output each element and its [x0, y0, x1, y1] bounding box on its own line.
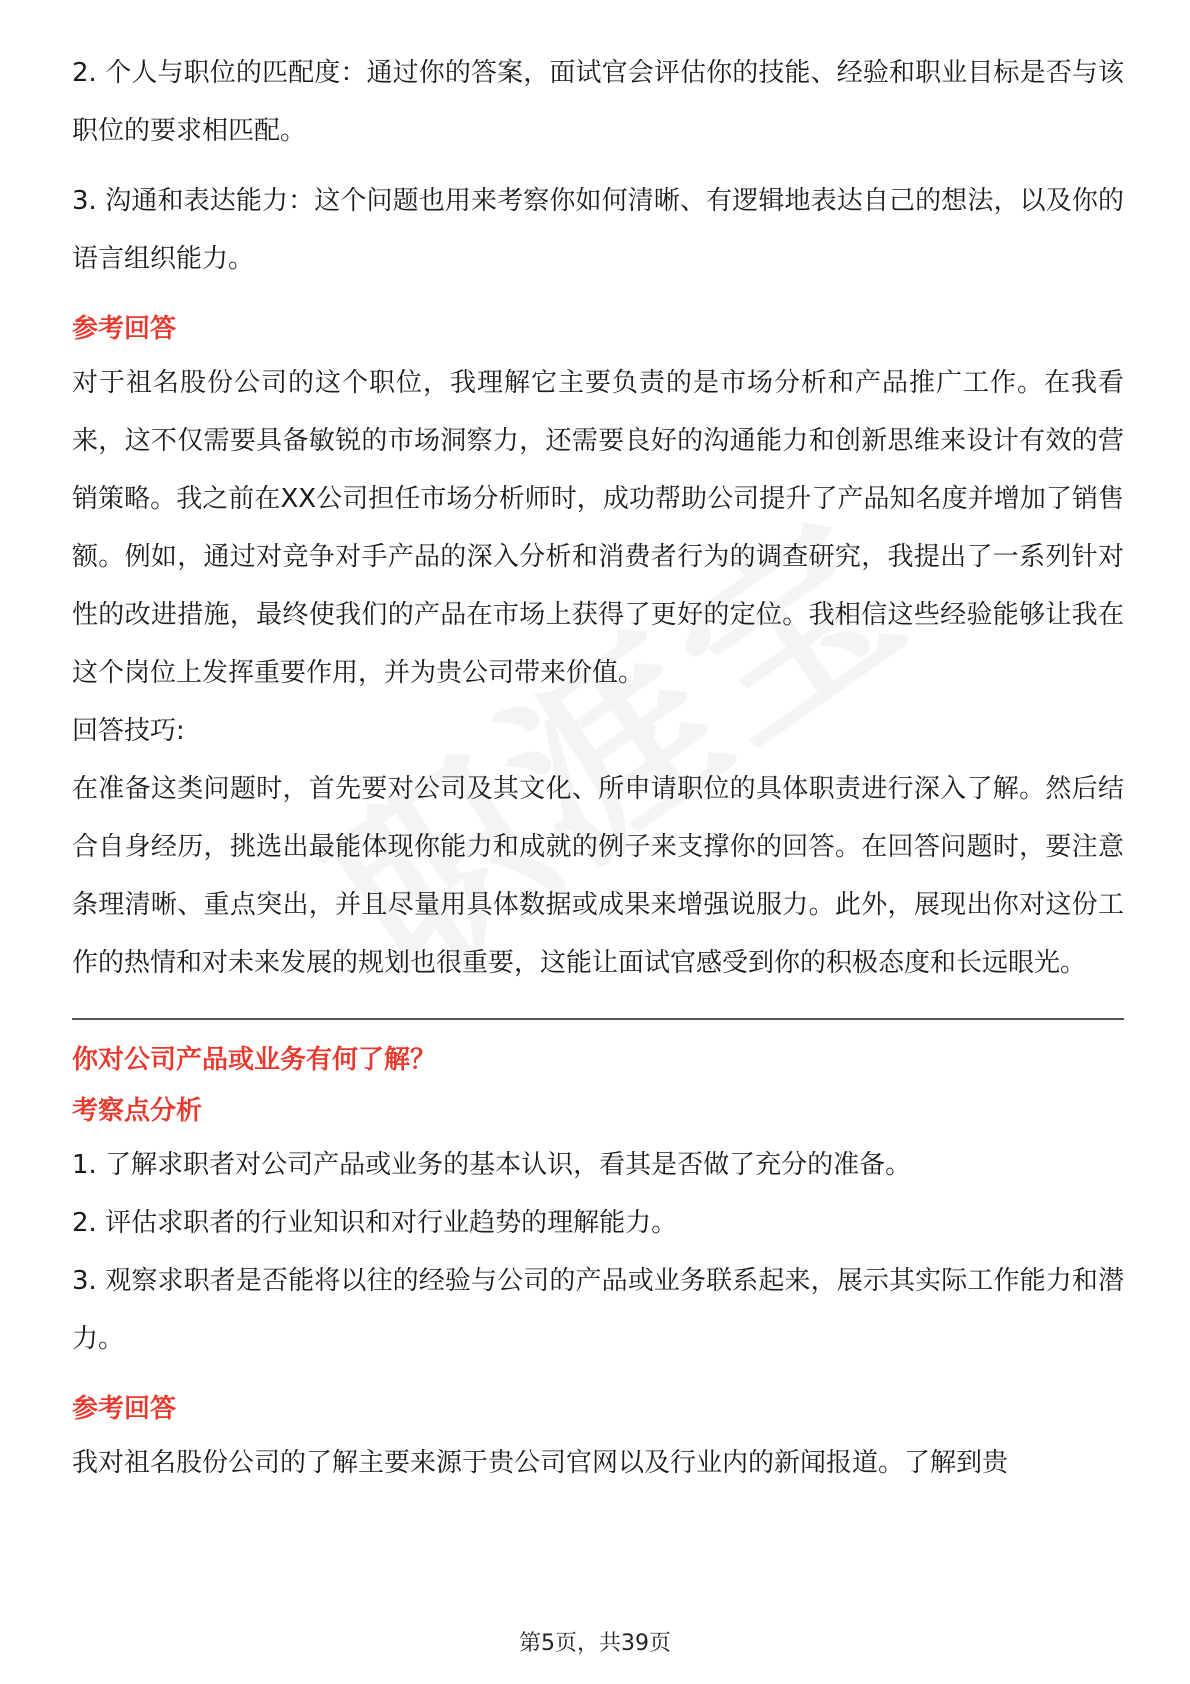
reference-answer-text: 对于祖名股份公司的这个职位，我理解它主要负责的是市场分析和产品推广工作。在我看来，这不仅需要具备敏锐的市场洞察力，还需要良好的沟通能力和创新思维来设计有效的营销策略。我之前在XX公司担任市场分析师时，成功帮助公司提升了产品知名度并增加了销售额。例如，通过对竞争对手产品的深入分析和消费者行为的调查研究，我提出了一系列针对性的改进措施，最终使我们的产品在市场上获得了更好的定位。我相信这些经验能够让我在这个岗位上发挥重要作用，并为贵公司带来价值。	[72, 368, 1124, 688]
reference-answer-heading: 参考回答	[72, 314, 177, 344]
tips-text: 在准备这类问题时，首先要对公司及其文化、所申请职位的具体职责进行深入了解。然后结合自身经历，挑选出最能体现你能力和成就的例子来支撑你的回答。在回答问题时，要注意条理清晰、重点突出，并且尽量用具体数据或成果来增强说服力。此外，展现出你对这份工作的热情和对未来发展的规划也很重要，这能让面试官感受到你的积极态度和长远眼光。	[72, 774, 1124, 978]
tips-label: 回答技巧:	[72, 716, 185, 746]
point-3: 3. 沟通和表达能力：这个问题也用来考察你如何清晰、有逻辑地表达自己的想法，以及你的语言组织能力。	[72, 186, 1124, 274]
document-body	[72, 44, 1124, 1492]
question-title: 你对公司产品或业务有何了解？	[72, 1045, 437, 1075]
reference-answer-heading-2: 参考回答	[72, 1394, 177, 1424]
reference-answer-text-2: 我对祖名股份公司的了解主要来源于贵公司官网以及行业内的新闻报道。了解到贵	[72, 1448, 1009, 1478]
analysis-point-2: 2. 评估求职者的行业知识和对行业趋势的理解能力。	[72, 1208, 678, 1238]
point-2: 2. 个人与职位的匹配度：通过你的答案，面试官会评估你的技能、经验和职业目标是否与该职位的要求相匹配。	[72, 58, 1124, 146]
analysis-point-1: 1. 了解求职者对公司产品或业务的基本认识，看其是否做了充分的准备。	[72, 1150, 912, 1180]
page-footer: 第5页，共39页	[519, 1631, 671, 1656]
analysis-point-3: 3. 观察求职者是否能将以往的经验与公司的产品或业务联系起来，展示其实际工作能力和潜力。	[72, 1266, 1124, 1354]
analysis-heading: 考察点分析	[72, 1096, 203, 1126]
section-divider	[72, 1018, 1124, 1020]
